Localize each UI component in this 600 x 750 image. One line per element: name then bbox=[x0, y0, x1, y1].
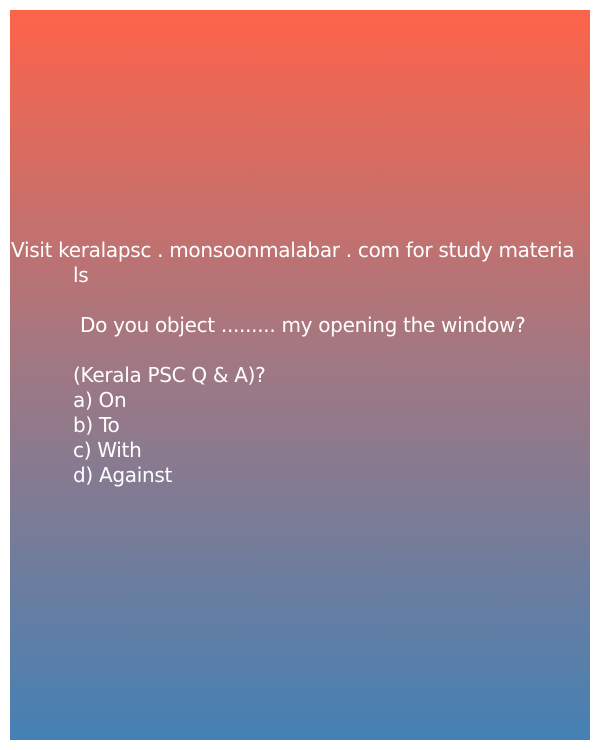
promo-banner-line-2: ls bbox=[73, 263, 89, 287]
promo-banner-line-1: Visit keralapsc . monsoonmalabar . com for study materia bbox=[11, 238, 575, 262]
option-d: d) Against bbox=[73, 463, 172, 487]
spacer bbox=[10, 288, 590, 313]
option-c: c) With bbox=[73, 438, 142, 462]
question-card bbox=[10, 10, 590, 740]
spacer bbox=[10, 338, 590, 363]
question-source: (Kerala PSC Q & A)? bbox=[73, 363, 266, 387]
option-b: b) To bbox=[73, 413, 120, 437]
question-text: Do you object ......... my opening the window? bbox=[80, 313, 526, 337]
option-a: a) On bbox=[73, 388, 127, 412]
question-text-block bbox=[10, 238, 590, 488]
